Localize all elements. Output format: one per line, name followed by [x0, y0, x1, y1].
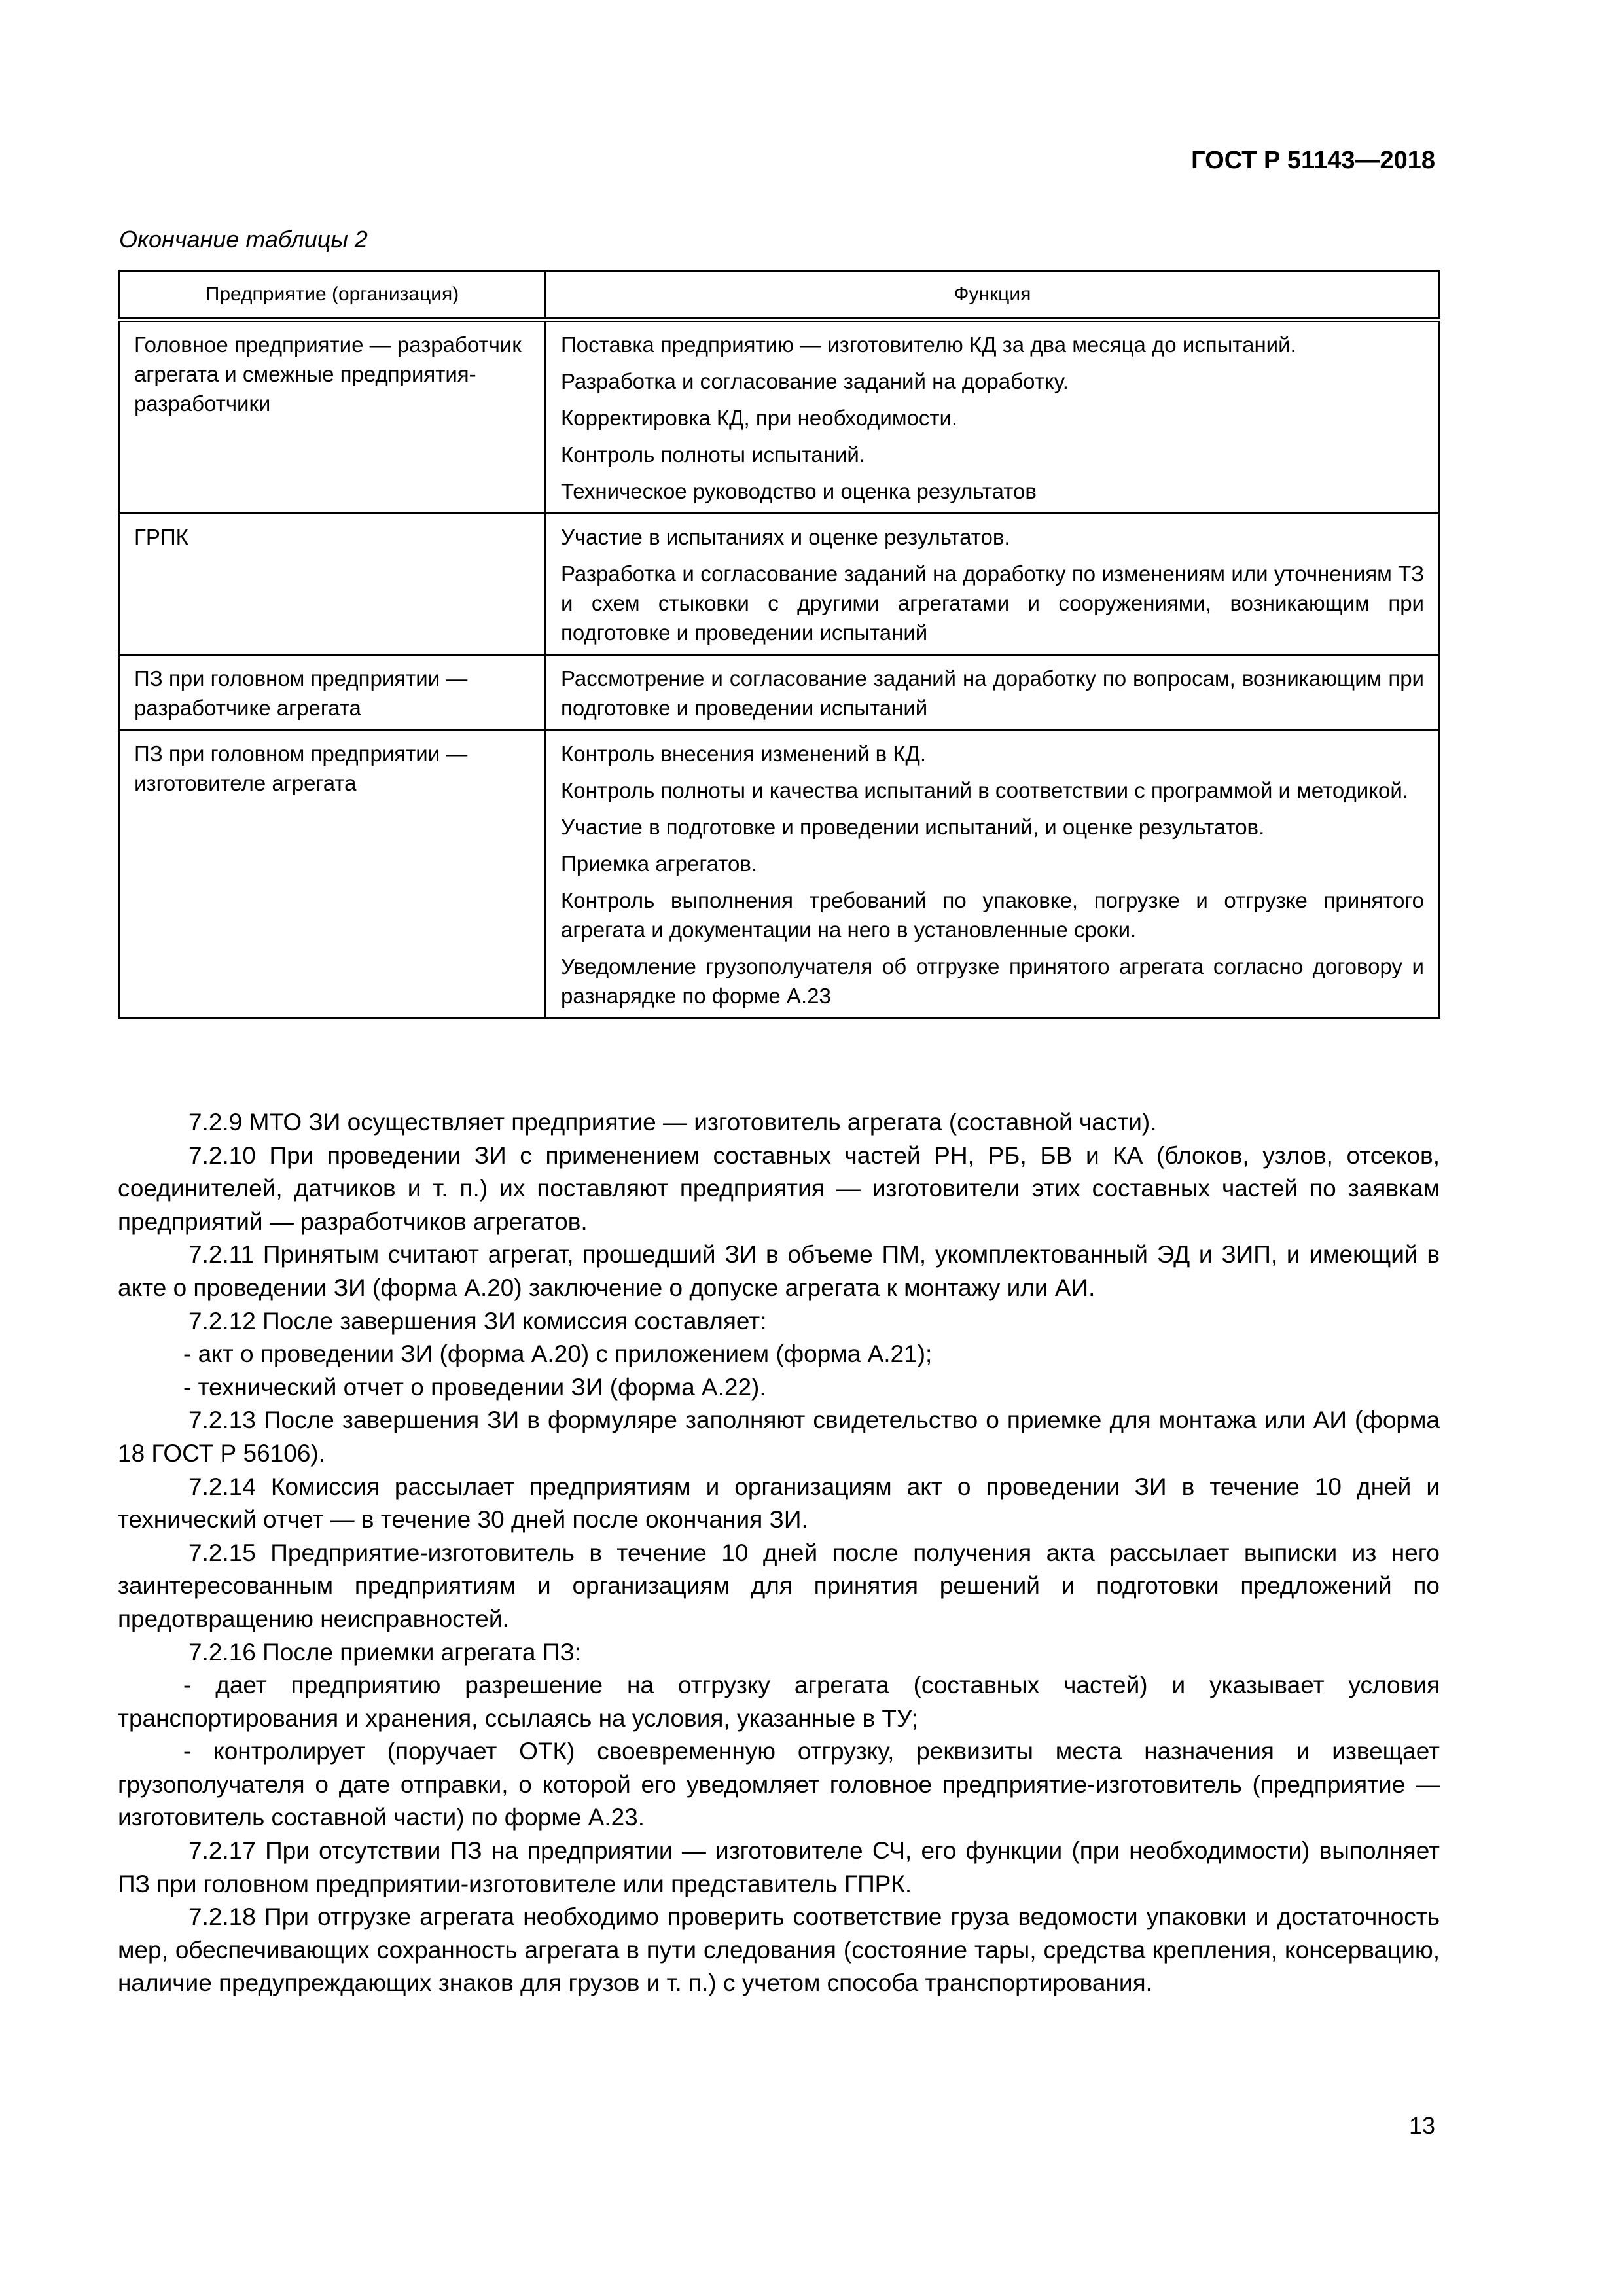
table-row	[119, 320, 1440, 514]
function-item: Приемка агрегатов.	[561, 852, 758, 876]
paragraph-7-2-10: 7.2.10 При проведении ЗИ с применением составных частей РН, РБ, БВ и КА (блоков, узлов, отсеков, соединителей, датчиков и т. п.) их поставляют предприятия — изготовители этих составных частей по заявкам предприятий — разработчиков агрегатов.	[118, 1141, 1440, 1235]
functions-table	[118, 270, 1440, 1019]
list-item: - дает предприятию разрешение на отгрузку агрегата (составных частей) и указывает условия транспортирования и хранения, ссылаясь на условия, указанные в ТУ;	[118, 1672, 1440, 1732]
column-header-function: Функция	[546, 271, 1440, 320]
function-cell	[546, 655, 1440, 730]
function-item: Контроль полноты испытаний.	[561, 442, 865, 467]
function-item: Уведомление грузополучателя об отгрузке принятого агрегата согласно договору и разнарядке по форме А.23	[561, 954, 1424, 1008]
paragraph-7-2-16: 7.2.16 После приемки агрегата ПЗ:	[188, 1638, 581, 1666]
paragraph-7-2-9: 7.2.9 МТО ЗИ осуществляет предприятие — изготовитель агрегата (составной части).	[188, 1109, 1157, 1136]
function-cell	[546, 514, 1440, 655]
paragraph-7-2-13: 7.2.13 После завершения ЗИ в формуляре заполняют свидетельство о приемке для монтажа или АИ (форма 18 ГОСТ Р 56106).	[118, 1407, 1440, 1467]
table-row	[119, 655, 1440, 730]
paragraph-7-2-14: 7.2.14 Комиссия рассылает предприятиям и организациям акт о проведении ЗИ в течение 10 дней и технический отчет — в течение 30 дней после окончания ЗИ.	[118, 1473, 1440, 1534]
paragraph-7-2-15: 7.2.15 Предприятие-изготовитель в течение 10 дней после получения акта рассылает выписки из него заинтересованным предприятиям и организациям для принятия решений и подготовки предложений по предотвращению неисправностей.	[118, 1539, 1440, 1632]
paragraph-7-2-11: 7.2.11 Принятым считают агрегат, прошедший ЗИ в объеме ПМ, укомплектованный ЭД и ЗИП, и имеющий в акте о проведении ЗИ (форма А.20) заключение о допуске агрегата к монтажу или АИ.	[118, 1241, 1440, 1301]
function-item: Техническое руководство и оценка результатов	[561, 479, 1037, 503]
organization-cell: ГРПК	[119, 514, 546, 655]
function-item: Контроль внесения изменений в КД.	[561, 742, 927, 766]
table-row	[119, 730, 1440, 1018]
table-row	[119, 514, 1440, 655]
table-caption: Окончание таблицы 2	[119, 226, 368, 253]
organization-cell: ПЗ при головном предприятии — изготовителе агрегата	[119, 730, 546, 1018]
paragraph-7-2-12: 7.2.12 После завершения ЗИ комиссия составляет:	[188, 1307, 767, 1335]
paragraph-7-2-17: 7.2.17 При отсутствии ПЗ на предприятии — изготовителе СЧ, его функции (при необходимости) выполняет ПЗ при головном предприятии-изготовителе или представитель ГПРК.	[118, 1837, 1440, 1897]
column-header-organization: Предприятие (организация)	[119, 271, 546, 320]
body-text	[118, 1106, 1440, 2000]
function-item: Контроль выполнения требований по упаковке, погрузке и отгрузке принятого агрегата и документации на него в установленные сроки.	[561, 888, 1424, 942]
function-item: Корректировка КД, при необходимости.	[561, 406, 958, 430]
organization-cell: Головное предприятие — разработчик агрегата и смежные предприятия-разработчики	[119, 320, 546, 514]
list-item: - контролирует (поручает ОТК) своевременную отгрузку, реквизиты места назначения и извещает грузополучателя о дате отправки, о которой его уведомляет головное предприятие-изготовитель (предприятие — изготовитель составной части) по форме А.23.	[118, 1738, 1440, 1831]
function-item: Контроль полноты и качества испытаний в соответствии с программой и методикой.	[561, 778, 1408, 802]
function-item: Разработка и согласование заданий на доработку.	[561, 369, 1069, 393]
function-item: Участие в испытаниях и оценке результатов.	[561, 525, 1010, 549]
page-number: 13	[1408, 2112, 1435, 2139]
list-item: - акт о проведении ЗИ (форма А.20) с приложением (форма А.21);	[183, 1340, 933, 1368]
organization-cell: ПЗ при головном предприятии — разработчике агрегата	[119, 655, 546, 730]
function-item: Поставка предприятию — изготовителю КД за два месяца до испытаний.	[561, 332, 1296, 357]
function-cell	[546, 730, 1440, 1018]
standard-number: ГОСТ Р 51143—2018	[1191, 147, 1435, 174]
function-cell	[546, 320, 1440, 514]
function-item: Участие в подготовке и проведении испытаний, и оценке результатов.	[561, 815, 1265, 839]
function-item: Разработка и согласование заданий на доработку по изменениям или уточнениям ТЗ и схем стыковки с другими агрегатами и сооружениями, возникающим при подготовке и проведении испытаний	[561, 562, 1424, 645]
table-header-row	[119, 271, 1440, 320]
paragraph-7-2-18: 7.2.18 При отгрузке агрегата необходимо проверить соответствие груза ведомости упаковки и достаточность мер, обеспечивающих сохранность агрегата в пути следования (состояние тары, средства крепления, консервацию, наличие предупреждающих знаков для грузов и т. п.) с учетом способа транспортирования.	[118, 1903, 1440, 1997]
function-item: Рассмотрение и согласование заданий на доработку по вопросам, возникающим при подготовке и проведении испытаний	[561, 666, 1424, 720]
list-item: - технический отчет о проведении ЗИ (форма А.22).	[183, 1373, 766, 1401]
